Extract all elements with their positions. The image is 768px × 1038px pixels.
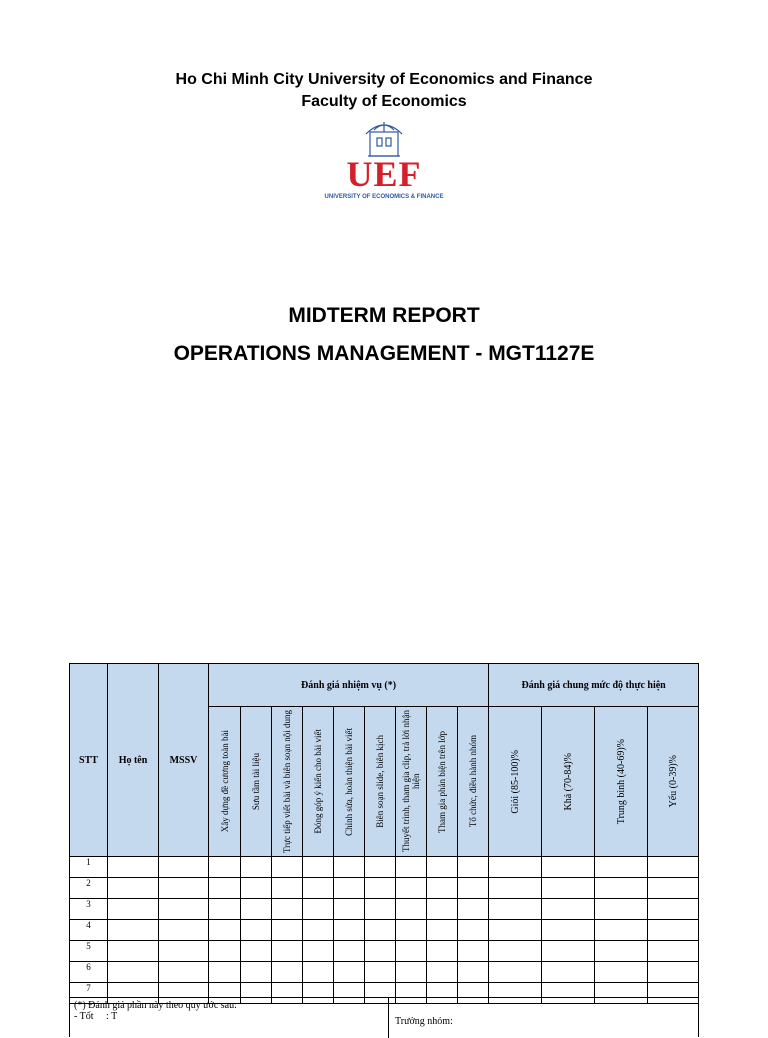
- table-cell: [209, 920, 241, 941]
- table-cell: [303, 920, 334, 941]
- table-cell: [489, 941, 542, 962]
- table-cell: [241, 962, 272, 983]
- table-cell: [108, 920, 159, 941]
- table-cell: [159, 857, 209, 878]
- table-cell: [241, 878, 272, 899]
- task-header: Tổ chức, điều hành nhóm: [458, 707, 489, 857]
- table-cell: [648, 920, 699, 941]
- table-cell: [209, 941, 241, 962]
- evaluation-notes: [69, 997, 699, 1037]
- level-header: Trung bình (40-69)%: [595, 707, 648, 857]
- table-cell: [458, 899, 489, 920]
- table-row: [70, 857, 699, 878]
- table-cell: [648, 962, 699, 983]
- table-cell: [427, 962, 458, 983]
- table-cell: [334, 878, 365, 899]
- table-cell: [365, 941, 396, 962]
- uef-logo: [320, 118, 448, 204]
- table-cell: [542, 857, 595, 878]
- table-cell: [365, 899, 396, 920]
- table-cell: [427, 857, 458, 878]
- table-cell: [458, 857, 489, 878]
- table-cell: [365, 857, 396, 878]
- table-cell: [209, 962, 241, 983]
- note-line: (*) Đánh giá phần này theo quy ước sau:: [74, 1000, 237, 1011]
- note-line: - Tốt : T: [74, 1011, 118, 1022]
- table-row: [70, 920, 699, 941]
- table-cell: [159, 899, 209, 920]
- table-cell: [648, 857, 699, 878]
- table-cell: [108, 899, 159, 920]
- table-cell: [489, 878, 542, 899]
- table-cell: [595, 878, 648, 899]
- table-cell: [334, 941, 365, 962]
- table-cell: [458, 878, 489, 899]
- table-cell: [159, 941, 209, 962]
- table-cell: [542, 878, 595, 899]
- table-cell: [365, 878, 396, 899]
- table-cell: [396, 920, 427, 941]
- table-cell: [209, 857, 241, 878]
- row-number: 7: [70, 983, 108, 1004]
- task-header: Chỉnh sửa, hoàn thiện bài viết: [334, 707, 365, 857]
- table-cell: [159, 962, 209, 983]
- row-number: 3: [70, 899, 108, 920]
- table-cell: [159, 878, 209, 899]
- table-cell: [272, 962, 303, 983]
- table-cell: [648, 941, 699, 962]
- logo-subtitle: UNIVERSITY OF ECONOMICS & FINANCE: [324, 194, 444, 200]
- table-row: [70, 962, 699, 983]
- group-leader-label: Trưởng nhóm:: [395, 1016, 453, 1027]
- table-cell: [303, 878, 334, 899]
- table-cell: [209, 878, 241, 899]
- task-header: Xây dựng đề cương toàn bài: [209, 707, 241, 857]
- table-cell: [396, 941, 427, 962]
- row-number: 4: [70, 920, 108, 941]
- report-title: MIDTERM REPORT: [288, 304, 480, 327]
- table-cell: [108, 857, 159, 878]
- table-cell: [542, 962, 595, 983]
- level-header: Yếu (0-39)%: [648, 707, 699, 857]
- table-cell: [365, 920, 396, 941]
- faculty-name: Faculty of Economics: [301, 93, 467, 110]
- table-cell: [595, 857, 648, 878]
- table-cell: [427, 878, 458, 899]
- table-cell: [427, 941, 458, 962]
- table-cell: [595, 899, 648, 920]
- table-cell: [427, 899, 458, 920]
- table-cell: [458, 920, 489, 941]
- table-cell: [489, 899, 542, 920]
- table-cell: [334, 899, 365, 920]
- task-header: Tham gia phản biện trên lớp: [427, 707, 458, 857]
- row-number: 6: [70, 962, 108, 983]
- table-cell: [396, 962, 427, 983]
- table-cell: [334, 920, 365, 941]
- logo-letters: UEF: [346, 154, 422, 194]
- table-cell: [241, 857, 272, 878]
- table-row: [70, 878, 699, 899]
- header-mssv: MSSV: [159, 664, 209, 857]
- table-cell: [108, 941, 159, 962]
- header-task-evaluation: Đánh giá nhiệm vụ (*): [209, 664, 489, 707]
- table-cell: [648, 878, 699, 899]
- table-cell: [303, 899, 334, 920]
- table-cell: [427, 920, 458, 941]
- level-header: Giỏi (85-100)%: [489, 707, 542, 857]
- task-header: Đóng góp ý kiến cho bài viết: [303, 707, 334, 857]
- task-header: Biên soạn slide, biên kịch: [365, 707, 396, 857]
- table-cell: [489, 962, 542, 983]
- table-cell: [334, 857, 365, 878]
- course-title: OPERATIONS MANAGEMENT - MGT1127E: [173, 342, 595, 365]
- header-name: Họ tên: [108, 664, 159, 857]
- table-cell: [489, 857, 542, 878]
- table-cell: [334, 962, 365, 983]
- table-cell: [542, 941, 595, 962]
- university-name: Ho Chi Minh City University of Economics and Finance: [175, 71, 593, 88]
- table-cell: [272, 857, 303, 878]
- evaluation-table: [69, 663, 699, 1004]
- table-row: [70, 899, 699, 920]
- row-number: 2: [70, 878, 108, 899]
- task-header: Thuyết trình, tham gia clip, trả lời nhận hiện: [396, 707, 427, 857]
- table-cell: [241, 899, 272, 920]
- table-cell: [542, 899, 595, 920]
- table-cell: [595, 920, 648, 941]
- table-cell: [241, 920, 272, 941]
- table-cell: [458, 941, 489, 962]
- table-cell: [396, 878, 427, 899]
- row-number: 5: [70, 941, 108, 962]
- table-cell: [542, 920, 595, 941]
- table-cell: [595, 941, 648, 962]
- table-cell: [272, 878, 303, 899]
- table-cell: [303, 857, 334, 878]
- table-cell: [159, 920, 209, 941]
- table-cell: [489, 920, 542, 941]
- row-number: 1: [70, 857, 108, 878]
- table-cell: [396, 899, 427, 920]
- task-header: Sưu tầm tài liệu: [241, 707, 272, 857]
- header-overall-evaluation: Đánh giá chung mức độ thực hiện: [489, 664, 699, 707]
- table-cell: [241, 941, 272, 962]
- task-header: Trực tiếp viết bài và biên soạn nội dung: [272, 707, 303, 857]
- table-cell: [303, 962, 334, 983]
- table-cell: [648, 899, 699, 920]
- table-cell: [595, 962, 648, 983]
- notes-divider: [388, 998, 389, 1038]
- level-header: Khá (70-84)%: [542, 707, 595, 857]
- table-cell: [303, 941, 334, 962]
- table-cell: [108, 962, 159, 983]
- table-cell: [365, 962, 396, 983]
- table-cell: [272, 941, 303, 962]
- table-row: [70, 941, 699, 962]
- table-cell: [108, 878, 159, 899]
- table-cell: [272, 899, 303, 920]
- table-cell: [458, 962, 489, 983]
- header-stt: STT: [70, 664, 108, 857]
- table-cell: [272, 920, 303, 941]
- table-cell: [209, 899, 241, 920]
- table-cell: [396, 857, 427, 878]
